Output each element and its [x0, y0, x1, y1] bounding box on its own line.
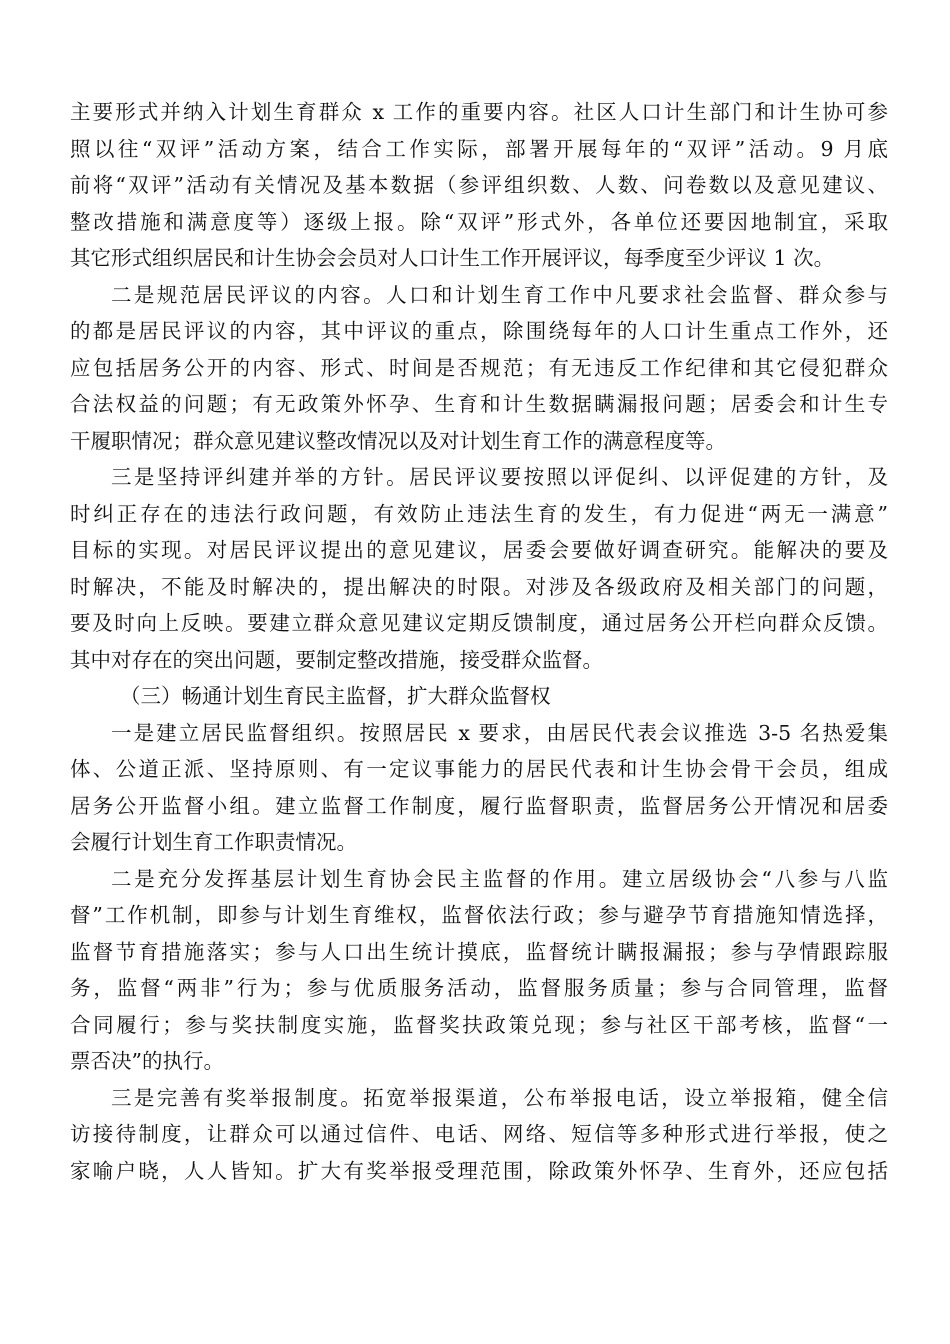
text-line: 时解决，不能及时解决的，提出解决的时限。对涉及各级政府及相关部门的问题，: [70, 574, 888, 599]
text-line: 督”工作机制，即参与计划生育维权，监督依法行政；参与避孕节育措施知情选择，: [70, 903, 888, 927]
text-line: 应包括居务公开的内容、形式、时间是否规范；有无违反工作纪律和其它侵犯群众: [70, 355, 888, 380]
text-line: 合法权益的问题；有无政策外怀孕、生育和计生数据瞒漏报问题；居委会和计生专: [70, 392, 888, 416]
text-line: 家喻户晓，人人皆知。扩大有奖举报受理范围，除政策外怀孕、生育外，还应包括: [70, 1158, 888, 1183]
text-line: （三）畅通计划生育民主监督，扩大群众监督权: [120, 684, 551, 708]
text-line: 访接待制度，让群众可以通过信件、电话、网络、短信等多种形式进行举报，使之: [70, 1122, 888, 1146]
section-heading: [70, 678, 888, 715]
text-line: 照以往“双评”活动方案，结合工作实际，部署开展每年的“双评”活动。9 月底: [70, 136, 888, 161]
text-line: 其中对存在的突出问题，要制定整改措施，接受群众监督。: [70, 647, 603, 672]
text-line: 要及时向上反映。要建立群众意见建议定期反馈制度，通过居务公开栏向群众反馈。: [70, 611, 888, 635]
text-line: 居务公开监督小组。建立监督工作制度，履行监督职责，监督居务公开情况和居委: [70, 793, 888, 818]
paragraph: [70, 861, 888, 1080]
text-line: 三是坚持评纠建并举的方针。居民评议要按照以评促纠、以评促建的方针，及: [111, 465, 888, 489]
text-line: 体、公道正派、坚持原则、有一定议事能力的居民代表和计生协会骨干会员，组成: [70, 757, 888, 781]
text-line: 务，监督“两非”行为；参与优质服务活动，监督服务质量；参与合同管理，监督: [70, 976, 888, 1000]
text-line: 一是建立居民监督组织。按照居民 x 要求，由居民代表会议推选 3-5 名热爱集: [111, 720, 888, 745]
text-line: 监督节育措施落实；参与人口出生统计摸底，监督统计瞒报漏报；参与孕情跟踪服: [70, 939, 888, 964]
paragraph: [70, 715, 888, 861]
text-line: 时纠正存在的违法行政问题，有效防止违法生育的发生，有力促进“两无一满意”: [70, 501, 888, 526]
text-line: 二是规范居民评议的内容。人口和计划生育工作中凡要求社会监督、群众参与: [111, 282, 888, 307]
text-line: 前将“双评”活动有关情况及基本数据（参评组织数、人数、问卷数以及意见建议、: [70, 173, 888, 197]
text-line: 三是完善有奖举报制度。拓宽举报渠道，公布举报电话，设立举报箱，健全信: [111, 1085, 888, 1110]
paragraph: [70, 1080, 888, 1190]
text-line: 票否决”的执行。: [70, 1049, 224, 1073]
text-line: 其它形式组织居民和计生协会会员对人口计生工作开展评议，每季度至少评议 1 次。: [70, 246, 835, 270]
text-line: 干履职情况；群众意见建议整改情况以及对计划生育工作的满意程度等。: [70, 428, 726, 453]
text-line: 的都是居民评议的内容，其中评议的重点，除围绕每年的人口计生重点工作外，还: [70, 319, 888, 343]
text-line: 主要形式并纳入计划生育群众 x 工作的重要内容。社区人口计生部门和计生协可参: [70, 100, 888, 124]
paragraph: [70, 94, 888, 277]
text-line: 整改措施和满意度等）逐级上报。除“双评”形式外，各单位还要因地制宜，采取: [70, 209, 888, 234]
text-line: 二是充分发挥基层计划生育协会民主监督的作用。建立居级协会“八参与八监: [111, 866, 888, 891]
text-line: 会履行计划生育工作职责情况。: [70, 830, 357, 854]
text-line: 合同履行；参与奖扶制度实施，监督奖扶政策兑现；参与社区干部考核，监督“一: [70, 1012, 888, 1037]
text-line: 目标的实现。对居民评议提出的意见建议，居委会要做好调查研究。能解决的要及: [70, 538, 888, 562]
paragraph: [70, 459, 888, 678]
paragraph: [70, 277, 888, 460]
